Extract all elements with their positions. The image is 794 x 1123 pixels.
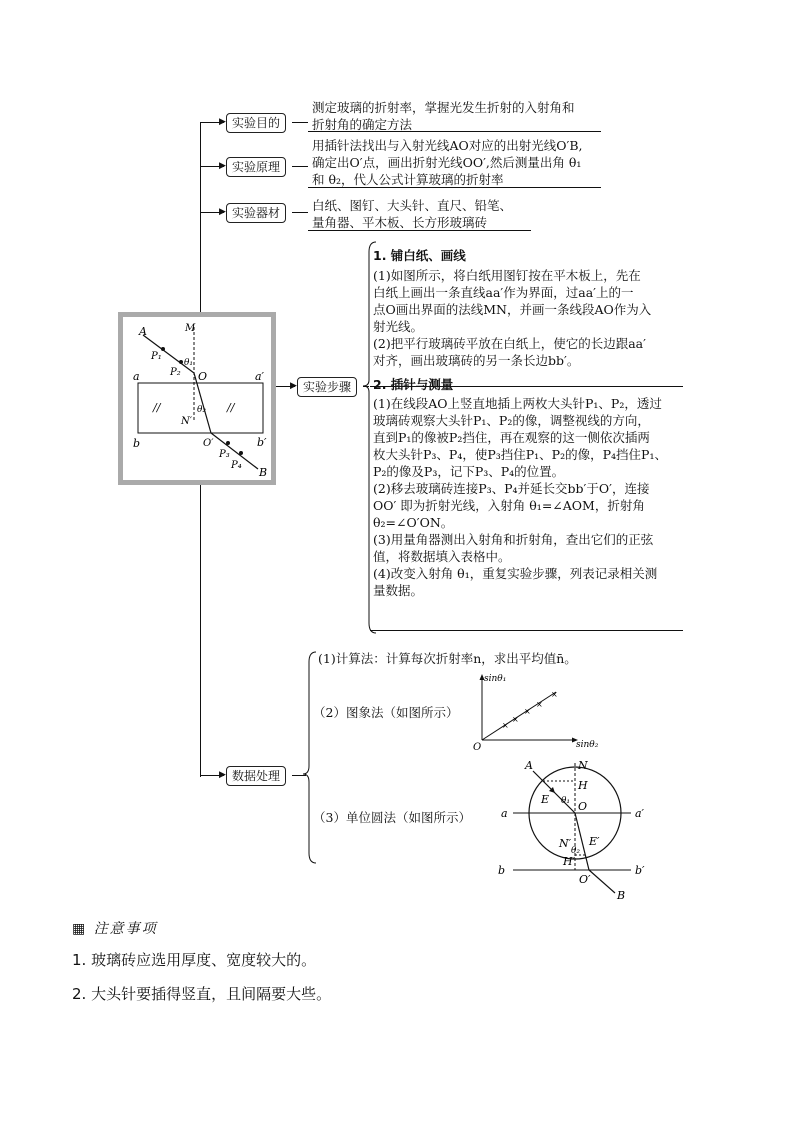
label-N-prime: N′ [181,416,193,427]
graph-figure [470,670,610,755]
graph-point: × [502,721,509,730]
step1-line: 点O画出界面的法线MN，并画一条线段AO作为入 [373,302,652,317]
purpose-label: 实验目的 [226,113,286,133]
label-b: b [133,437,141,450]
principle-label: 实验原理 [226,157,286,177]
step2-line: θ₂=∠O′ON。 [373,515,454,530]
step2-line: 枚大头针P₃、P₄，使P₃挡住P₁、P₂的像，P₄挡住P₁、 [373,447,667,462]
equipment-underline [308,230,531,231]
arrow-purpose: ▶ [219,117,226,127]
label-M: M [185,323,196,334]
circle-label-b: b [498,864,506,877]
step1-line: 对齐，画出玻璃砖的另一条长边bb′。 [373,353,580,368]
step2-line: (2)移去玻璃砖连接P₃、P₄并延长交bb′于O′，连接 [373,481,650,496]
arrow-equipment: ▶ [219,207,226,217]
equipment-connector [292,212,308,213]
circle-label-O: O [578,800,588,813]
step2-line: (4)改变入射角 θ₁，重复实验步骤，列表记录相关测 [373,566,658,581]
pin-p2 [179,360,183,364]
equipment-line-2: 量角器、平木板、长方形玻璃砖 [312,215,488,230]
note-2: 2. 大头针要插得竖直，且间隔要大些。 [72,985,332,1003]
circle-label-N-prime: N′ [559,837,572,850]
label-b-prime: b′ [257,436,267,449]
label-P2: P₂ [170,367,181,378]
graph-origin: O [473,742,482,753]
circle-emergent-ray [589,870,615,893]
pin-p4 [239,451,243,455]
step2-underline [370,630,683,631]
label-P3: P₃ [219,449,230,460]
circle-label-H-prime: H′ [563,855,576,868]
circle-label-E-prime: E′ [589,835,600,848]
label-a: a [133,370,140,383]
equipment-text [312,197,512,231]
step1-line: 射光线。 [373,319,424,334]
circle-label-a-prime: a′ [635,807,645,820]
main-figure [123,317,271,480]
arrow-data: ▶ [219,770,226,780]
step2-line: 玻璃砖观察大头针P₁、P₂的像，调整视线的方向， [373,413,650,428]
steps-label: 实验步骤 [297,377,357,397]
graph-ylabel: sinθ₁ [484,674,507,684]
principle-line-1: 用插针法找出与入射光线AO对应的出射光线O′B, [312,138,583,153]
circle-label-theta1: θ₁ [561,796,571,806]
step1-title: 1. 铺白纸、画线 [373,248,466,263]
graph-xlabel: sinθ₂ [576,740,599,750]
equipment-line-1: 白纸、图钉、大头针、直尺、铅笔、 [312,198,513,213]
notes-title-text: 注意事项 [93,921,158,937]
steps-text [373,247,683,599]
step1-underline [370,386,683,387]
arrow-principle: ▶ [219,161,226,171]
principle-connector [292,166,308,167]
step1-line: 白纸上画出一条直线aa′作为界面，过aa′上的一 [373,285,634,300]
step2-line: 直到P₁的像被P₂挡住，再在观察的这一侧依次插两 [373,430,650,445]
hatch-right: // [227,401,235,414]
hatch-left: // [153,401,161,414]
arrow-steps: ▶ [290,381,297,391]
equipment-label: 实验器材 [226,203,286,223]
circle-label-A: A [525,759,533,772]
label-P4: P₄ [231,460,242,471]
step2-line: OO′ 即为折射光线，入射角 θ₁=∠AOM，折射角 [373,498,645,513]
method-1: (1)计算法：计算每次折射率n，求出平均值n̄。 [318,651,577,666]
pin-p3 [226,441,230,445]
purpose-line-2: 折射角的确定方法 [312,117,413,132]
circle-label-H: H [578,779,588,792]
note-1: 1. 玻璃砖应选用厚度、宽度较大的。 [72,951,317,969]
circle-label-theta2: θ₂ [571,846,581,856]
method-2: （2）图象法（如图所示） [313,705,459,720]
label-a-prime: a′ [255,370,265,383]
notes-title [72,918,158,938]
main-figure-frame [118,312,276,485]
step1-line: (1)如图所示，将白纸用图钉按在平木板上，先在 [373,268,641,283]
principle-underline [308,187,601,188]
data-brace [300,650,320,865]
label-theta2: θ₂ [197,405,207,415]
step2-title: 2. 插针与测量 [373,377,454,392]
graph-point: × [524,707,531,716]
graph-point: × [536,700,543,709]
notes-section [72,918,158,938]
label-theta1: θ₁ [184,358,194,368]
label-O-prime: O′ [203,438,214,449]
circle-refracted-ray [575,813,589,870]
circle-label-b-prime: b′ [635,864,645,877]
label-P1: P₁ [151,351,162,362]
circle-label-E: E [541,793,550,806]
graph-fit-line [482,692,556,740]
purpose-underline [308,131,601,132]
label-O: O [198,370,208,383]
graph-point: × [551,690,558,699]
purpose-text [312,99,575,133]
principle-line-2: 确定出O′点，画出折射光线OO′,然后测量出角 θ₁ [312,155,582,170]
circle-label-O-prime: O′ [579,873,591,886]
graph-point: × [512,715,519,724]
label-B: B [259,466,268,479]
method-3: （3）单位圆法（如图所示） [313,810,471,825]
principle-text [312,137,583,188]
circle-label-N: N [578,759,588,772]
step2-line: (3)用量角器测出入射角和折射角，查出它们的正弦 [373,532,654,547]
circle-label-B: B [617,889,626,902]
label-A: A [139,325,147,338]
purpose-line-1: 测定玻璃的折射率，掌握光发生折射的入射角和 [312,100,575,115]
unit-circle-figure [493,755,668,903]
step2-line: 量数据。 [373,583,424,598]
data-label: 数据处理 [226,766,286,786]
circle-label-a: a [501,807,508,820]
step2-line: (1)在线段AO上竖直地插上两枚大头针P₁、P₂，透过 [373,396,662,411]
step1-line: (2)把平行玻璃砖平放在白纸上，使它的长边跟aa′ [373,336,646,351]
principle-line-3: 和 θ₂，代人公式计算玻璃的折射率 [312,172,504,187]
step2-line: 值，将数据填入表格中。 [373,549,511,564]
notes-icon: ▦ [72,921,88,937]
purpose-connector [292,122,308,123]
step2-line: P₂的像及P₃，记下P₃、P₄的位置。 [373,464,565,479]
